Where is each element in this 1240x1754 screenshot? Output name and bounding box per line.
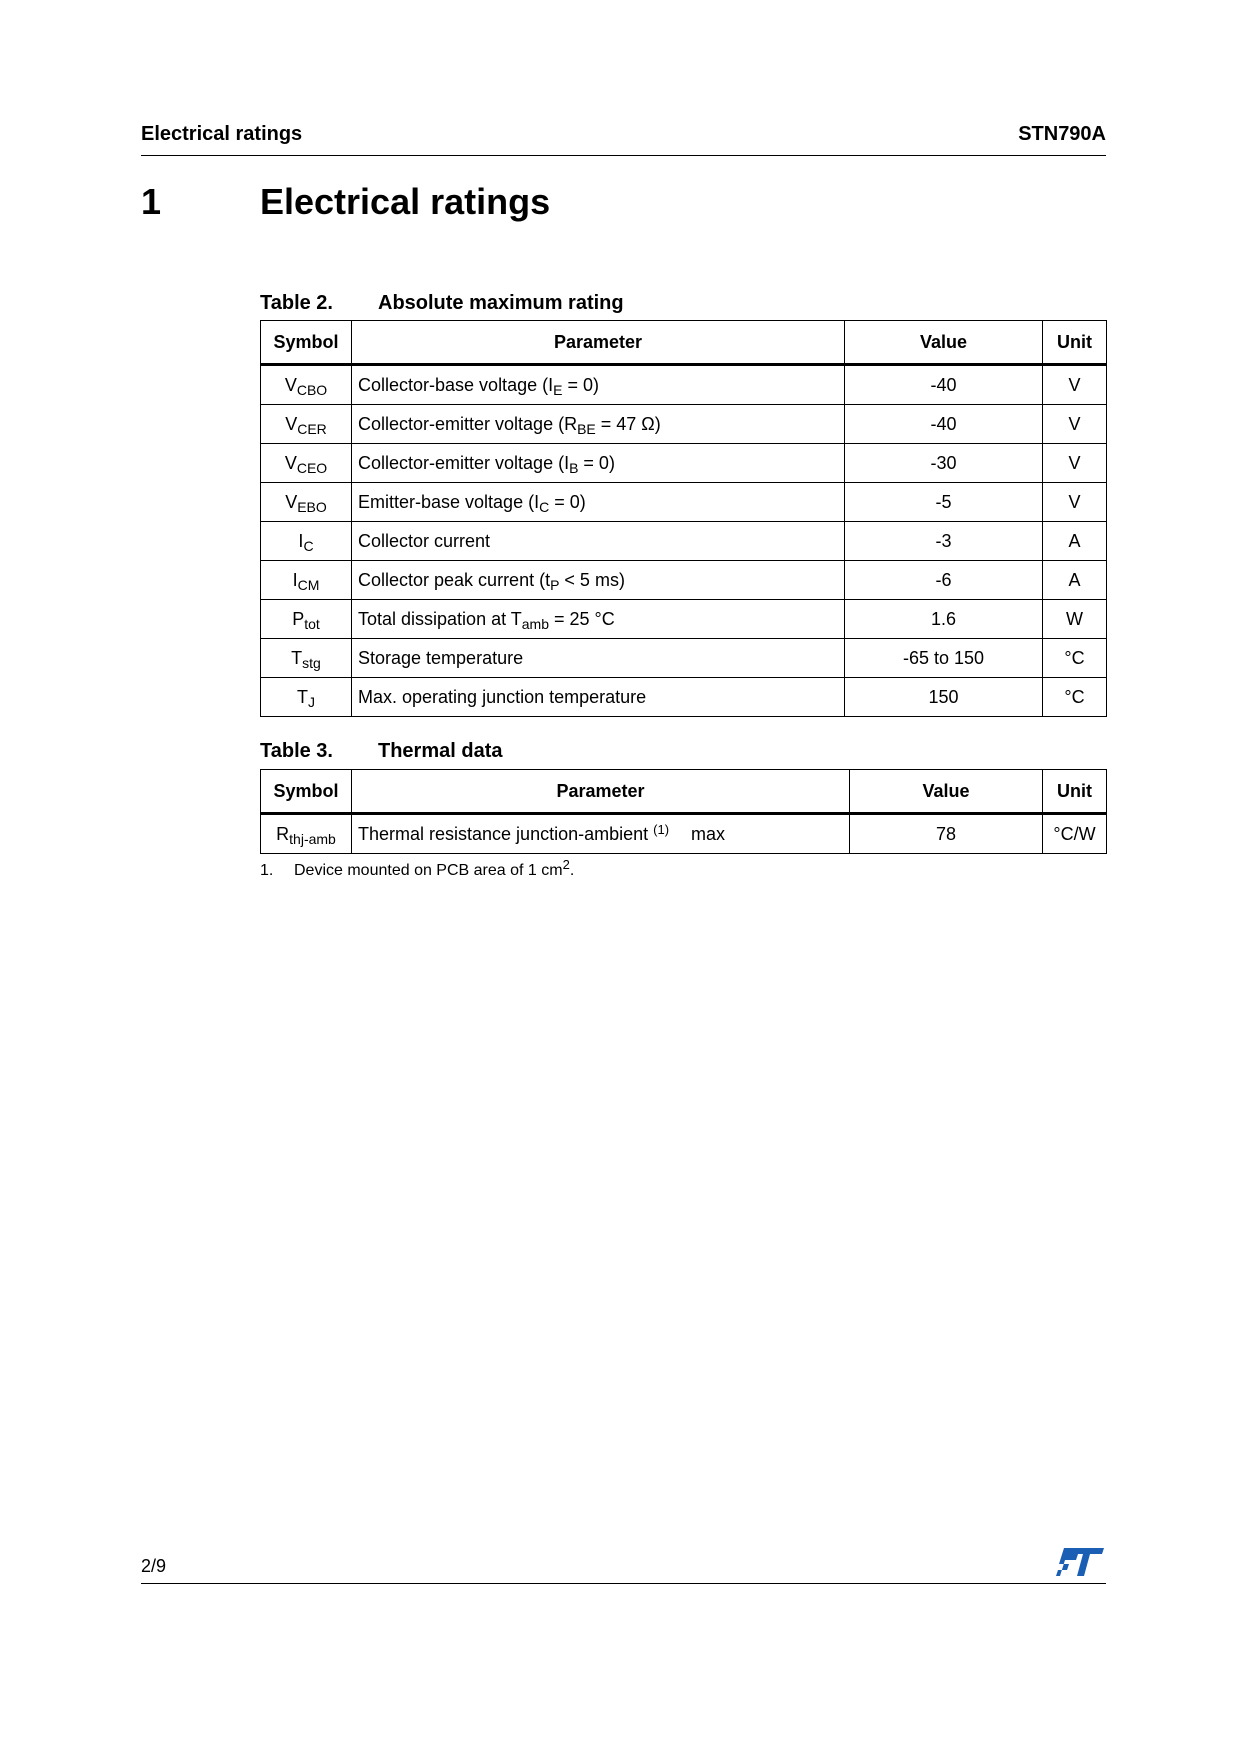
column-header-value: Value xyxy=(850,770,1043,814)
table-row xyxy=(261,814,1107,854)
unit-cell: W xyxy=(1043,600,1107,639)
column-header-symbol: Symbol xyxy=(261,770,352,814)
value-cell: -3 xyxy=(845,522,1043,561)
unit-cell: V xyxy=(1043,483,1107,522)
table-row xyxy=(261,483,1107,522)
column-header-unit: Unit xyxy=(1043,770,1107,814)
table2-title: Absolute maximum rating xyxy=(378,292,624,314)
symbol-cell: $I_C$ xyxy=(261,522,352,561)
unit-cell: A xyxy=(1043,561,1107,600)
table3-label: Table 3. xyxy=(260,740,333,762)
unit-cell: A xyxy=(1043,522,1107,561)
parameter-cell: Max. operating junction temperature xyxy=(352,678,845,717)
running-header-section: Electrical ratings xyxy=(141,123,303,145)
parameter-cell: Collector-emitter voltage $(I_B = 0)$ xyxy=(352,444,845,483)
section-number: 1 xyxy=(141,181,162,222)
parameter-cell: Total dissipation at $T_{amb} = 25$ °C xyxy=(352,600,845,639)
parameter-cell: Collector-base voltage $(I_E = 0)$ xyxy=(352,365,845,405)
absolute-maximum-rating-table xyxy=(260,320,1107,717)
unit-cell: °C xyxy=(1043,639,1107,678)
symbol-cell: $T_J$ xyxy=(261,678,352,717)
table-row xyxy=(261,561,1107,600)
footnote-text: Device mounted on PCB area of 1 cm xyxy=(294,862,563,879)
column-header-parameter: Parameter xyxy=(352,321,845,365)
symbol-cell: $R_{thj-amb}$ xyxy=(261,814,352,854)
table-row xyxy=(261,444,1107,483)
table-row xyxy=(261,600,1107,639)
table3-caption xyxy=(260,740,502,763)
value-cell: -40 xyxy=(845,405,1043,444)
thermal-data-table xyxy=(260,769,1107,854)
section-title: Electrical ratings xyxy=(260,181,551,222)
value-cell: -6 xyxy=(845,561,1043,600)
footnote-number: 1. xyxy=(260,862,274,879)
column-header-value: Value xyxy=(845,321,1043,365)
unit-cell: °C xyxy=(1043,678,1107,717)
table-row xyxy=(261,522,1107,561)
st-logo-icon xyxy=(1056,1546,1106,1578)
symbol-cell: $V_{CBO}$ xyxy=(261,365,352,405)
symbol-cell: $V_{CER}$ xyxy=(261,405,352,444)
table-row xyxy=(261,365,1107,405)
column-header-unit: Unit xyxy=(1043,321,1107,365)
running-header-part: STN790A xyxy=(1018,123,1106,145)
symbol-cell: $I_{CM}$ xyxy=(261,561,352,600)
parameter-cell: Emitter-base voltage $(I_C = 0)$ xyxy=(352,483,845,522)
parameter-cell: Thermal resistance junction-ambient $^{(1)}$ max xyxy=(352,814,850,854)
footnote-ref: (1) xyxy=(653,821,670,837)
footer-rule xyxy=(141,1583,1106,1584)
footnote: 1. Device mounted on PCB area of 1 $cm^2$. xyxy=(260,857,575,879)
header-rule xyxy=(141,155,1106,156)
unit-cell: V xyxy=(1043,444,1107,483)
symbol-cell: $P_{tot}$ xyxy=(261,600,352,639)
parameter-cell: Collector-emitter voltage ($R_{BE} = 47$ Ω) xyxy=(352,405,845,444)
table-row xyxy=(261,678,1107,717)
unit-cell: °C/W xyxy=(1043,814,1107,854)
value-cell: -65 to 150 xyxy=(845,639,1043,678)
table-row xyxy=(261,405,1107,444)
symbol-cell: $V_{CEO}$ xyxy=(261,444,352,483)
table2-caption xyxy=(260,292,624,315)
parameter-cell: Collector current xyxy=(352,522,845,561)
symbol-cell: $V_{EBO}$ xyxy=(261,483,352,522)
table-header-row xyxy=(261,770,1107,814)
column-header-symbol: Symbol xyxy=(261,321,352,365)
parameter-cell: Storage temperature xyxy=(352,639,845,678)
table-header-row xyxy=(261,321,1107,365)
value-cell: 1.6 xyxy=(845,600,1043,639)
value-cell: 150 xyxy=(845,678,1043,717)
table-row xyxy=(261,639,1107,678)
parameter-cell: Collector peak current ($t_P < 5$ ms) xyxy=(352,561,845,600)
page-number: 2/9 xyxy=(141,1556,167,1576)
table3-title: Thermal data xyxy=(378,740,503,762)
column-header-parameter: Parameter xyxy=(352,770,850,814)
value-cell: -40 xyxy=(845,365,1043,405)
unit-cell: V xyxy=(1043,405,1107,444)
value-cell: -5 xyxy=(845,483,1043,522)
table2-label: Table 2. xyxy=(260,292,333,314)
symbol-cell: $T_{stg}$ xyxy=(261,639,352,678)
unit-cell: V xyxy=(1043,365,1107,405)
value-cell: 78 xyxy=(850,814,1043,854)
value-cell: -30 xyxy=(845,444,1043,483)
